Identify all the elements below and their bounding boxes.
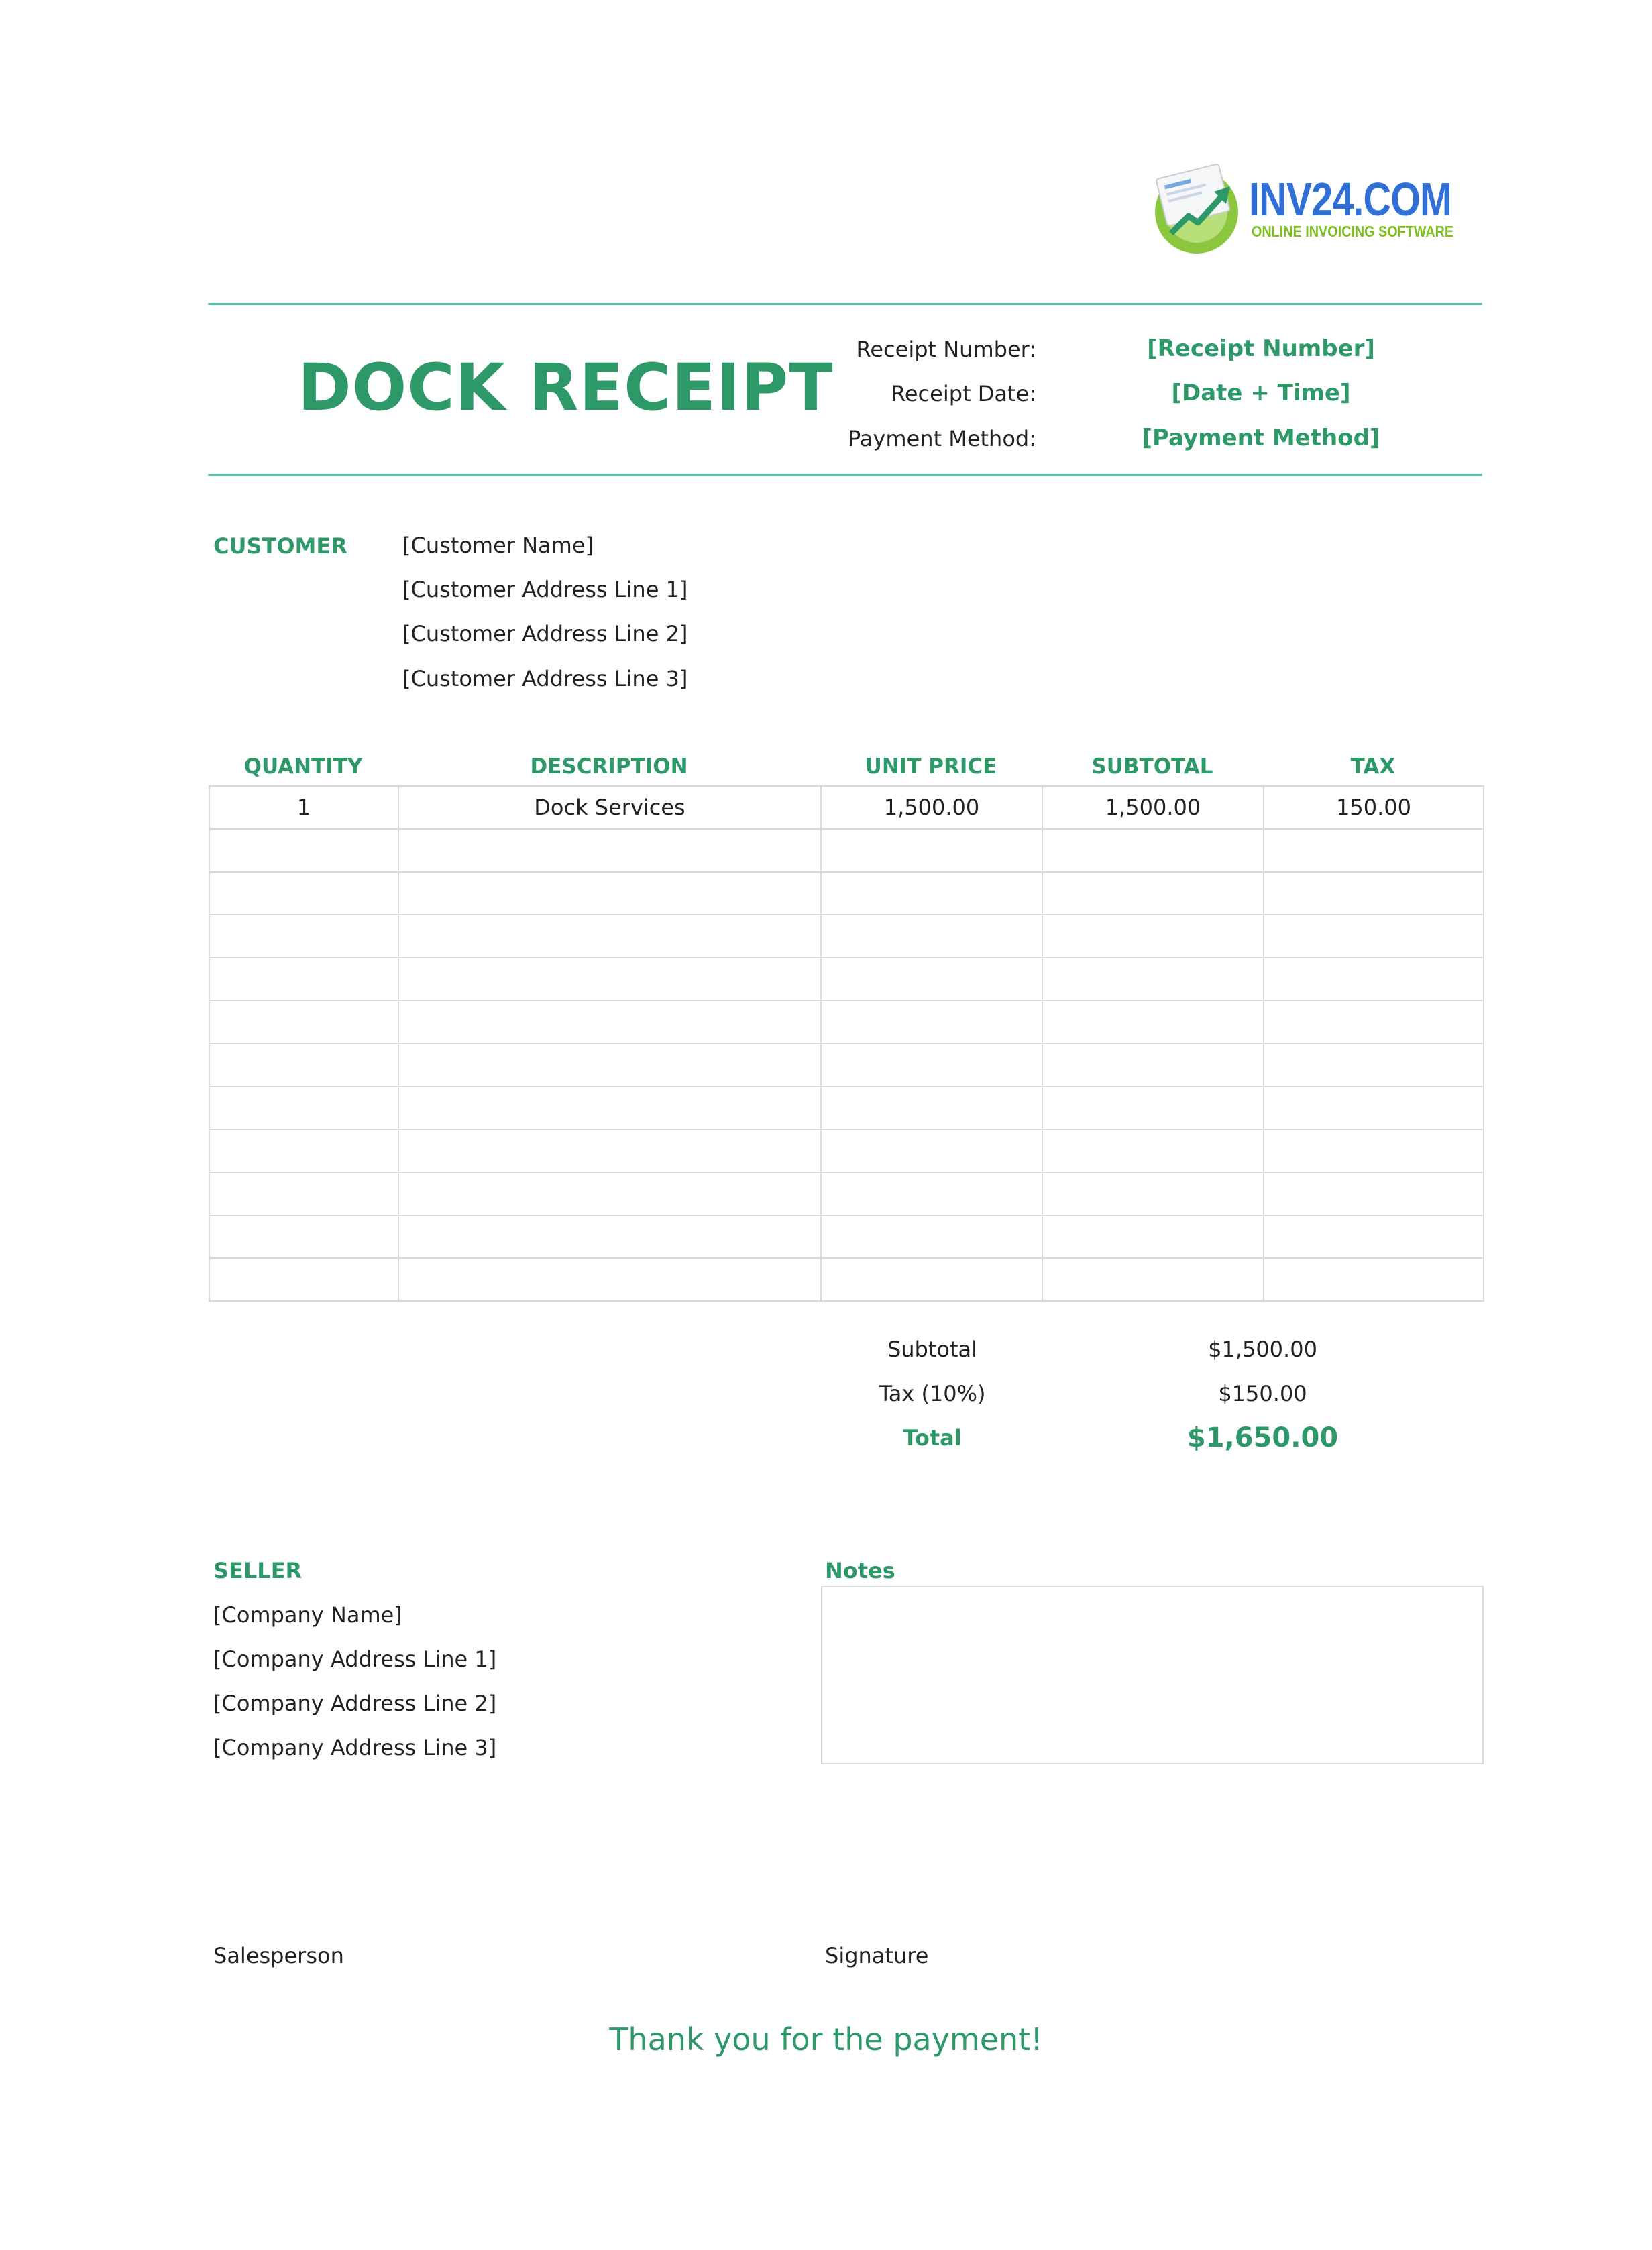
cell-description: Dock Services — [398, 786, 821, 829]
table-row — [209, 1129, 1484, 1172]
cell-quantity — [209, 1129, 398, 1172]
cell-subtotal — [1042, 1215, 1264, 1258]
cell-unit-price — [821, 829, 1042, 872]
cell-quantity — [209, 1215, 398, 1258]
cell-subtotal — [1042, 1086, 1264, 1129]
cell-quantity — [209, 1001, 398, 1044]
logo-tagline: ONLINE INVOICING SOFTWARE — [1252, 223, 1454, 240]
logo-name: INV24.COM — [1249, 173, 1452, 225]
cell-subtotal — [1042, 1001, 1264, 1044]
cell-subtotal — [1042, 1172, 1264, 1215]
cell-tax — [1264, 1129, 1484, 1172]
column-header-tax: TAX — [1350, 754, 1396, 779]
summary-total-value: $1,650.00 — [1187, 1422, 1339, 1453]
payment-method-label: Payment Method: — [847, 426, 1036, 451]
cell-description — [398, 958, 821, 1001]
seller-label: SELLER — [213, 1558, 302, 1583]
cell-tax — [1264, 1044, 1484, 1086]
cell-quantity: 1 — [209, 786, 398, 829]
cell-unit-price — [821, 1044, 1042, 1086]
header-top-divider — [208, 303, 1482, 305]
table-row — [209, 786, 1484, 829]
table-row — [209, 1258, 1484, 1301]
cell-tax — [1264, 1001, 1484, 1044]
table-row — [209, 872, 1484, 915]
cell-unit-price — [821, 872, 1042, 915]
cell-quantity — [209, 958, 398, 1001]
column-header-quantity: QUANTITY — [243, 754, 363, 779]
thank-you-message: Thank you for the payment! — [609, 2021, 1043, 2058]
customer-address-line-2: [Customer Address Line 2] — [402, 621, 688, 646]
customer-address-line-3: [Customer Address Line 3] — [402, 666, 688, 691]
cell-unit-price — [821, 1086, 1042, 1129]
cell-tax: 150.00 — [1264, 786, 1484, 829]
cell-tax — [1264, 958, 1484, 1001]
customer-label: CUSTOMER — [213, 533, 347, 559]
cell-tax — [1264, 829, 1484, 872]
receipt-number-label: Receipt Number: — [856, 337, 1036, 362]
cell-subtotal — [1042, 915, 1264, 958]
summary-total-label: Total — [903, 1425, 962, 1451]
cell-subtotal — [1042, 1129, 1264, 1172]
cell-quantity — [209, 1258, 398, 1301]
cell-subtotal — [1042, 1258, 1264, 1301]
cell-unit-price — [821, 958, 1042, 1001]
column-header-unit-price: UNIT PRICE — [865, 754, 997, 779]
cell-subtotal — [1042, 872, 1264, 915]
cell-description — [398, 1001, 821, 1044]
cell-description — [398, 1044, 821, 1086]
receipt-date-label: Receipt Date: — [891, 381, 1036, 406]
cell-description — [398, 1258, 821, 1301]
notes-box[interactable] — [821, 1586, 1484, 1764]
document-title: DOCK RECEIPT — [298, 350, 834, 425]
cell-subtotal — [1042, 1044, 1264, 1086]
notes-label: Notes — [825, 1558, 895, 1583]
cell-tax — [1264, 872, 1484, 915]
table-row — [209, 1086, 1484, 1129]
cell-unit-price — [821, 1001, 1042, 1044]
cell-tax — [1264, 1215, 1484, 1258]
company-address-line-1: [Company Address Line 1] — [213, 1646, 497, 1672]
cell-description — [398, 872, 821, 915]
company-address-line-3: [Company Address Line 3] — [213, 1735, 497, 1760]
signature-label: Signature — [825, 1943, 929, 1968]
cell-description — [398, 1086, 821, 1129]
header-bottom-divider — [208, 474, 1482, 476]
table-row — [209, 1215, 1484, 1258]
cell-unit-price — [821, 1129, 1042, 1172]
payment-method-value: [Payment Method] — [1142, 425, 1380, 451]
customer-name: [Customer Name] — [402, 532, 594, 558]
cell-description — [398, 1215, 821, 1258]
cell-description — [398, 915, 821, 958]
items-table — [209, 785, 1484, 1302]
cell-subtotal: 1,500.00 — [1042, 786, 1264, 829]
summary-subtotal-value: $1,500.00 — [1208, 1337, 1317, 1362]
column-header-description: DESCRIPTION — [530, 754, 688, 779]
cell-unit-price: 1,500.00 — [821, 786, 1042, 829]
customer-address-line-1: [Customer Address Line 1] — [402, 577, 688, 602]
cell-description — [398, 1172, 821, 1215]
cell-tax — [1264, 915, 1484, 958]
cell-subtotal — [1042, 829, 1264, 872]
table-row — [209, 915, 1484, 958]
column-header-subtotal: SUBTOTAL — [1091, 754, 1213, 779]
receipt-number-value: [Receipt Number] — [1147, 335, 1375, 362]
cell-quantity — [209, 915, 398, 958]
table-row — [209, 829, 1484, 872]
company-address-line-2: [Company Address Line 2] — [213, 1691, 497, 1716]
summary-tax-label: Tax (10%) — [879, 1381, 986, 1406]
cell-quantity — [209, 1172, 398, 1215]
company-name: [Company Name] — [213, 1602, 402, 1628]
salesperson-label: Salesperson — [213, 1943, 344, 1968]
receipt-date-value: [Date + Time] — [1171, 380, 1351, 406]
cell-quantity — [209, 829, 398, 872]
cell-tax — [1264, 1172, 1484, 1215]
cell-unit-price — [821, 1172, 1042, 1215]
table-row — [209, 1001, 1484, 1044]
cell-quantity — [209, 872, 398, 915]
cell-unit-price — [821, 1215, 1042, 1258]
cell-tax — [1264, 1086, 1484, 1129]
invoice-growth-icon — [1148, 158, 1249, 259]
table-row — [209, 1172, 1484, 1215]
table-row — [209, 958, 1484, 1001]
cell-description — [398, 829, 821, 872]
cell-tax — [1264, 1258, 1484, 1301]
cell-quantity — [209, 1086, 398, 1129]
cell-description — [398, 1129, 821, 1172]
cell-unit-price — [821, 915, 1042, 958]
table-row — [209, 1044, 1484, 1086]
summary-subtotal-label: Subtotal — [887, 1337, 978, 1362]
cell-unit-price — [821, 1258, 1042, 1301]
cell-quantity — [209, 1044, 398, 1086]
summary-tax-value: $150.00 — [1218, 1381, 1307, 1406]
cell-subtotal — [1042, 958, 1264, 1001]
